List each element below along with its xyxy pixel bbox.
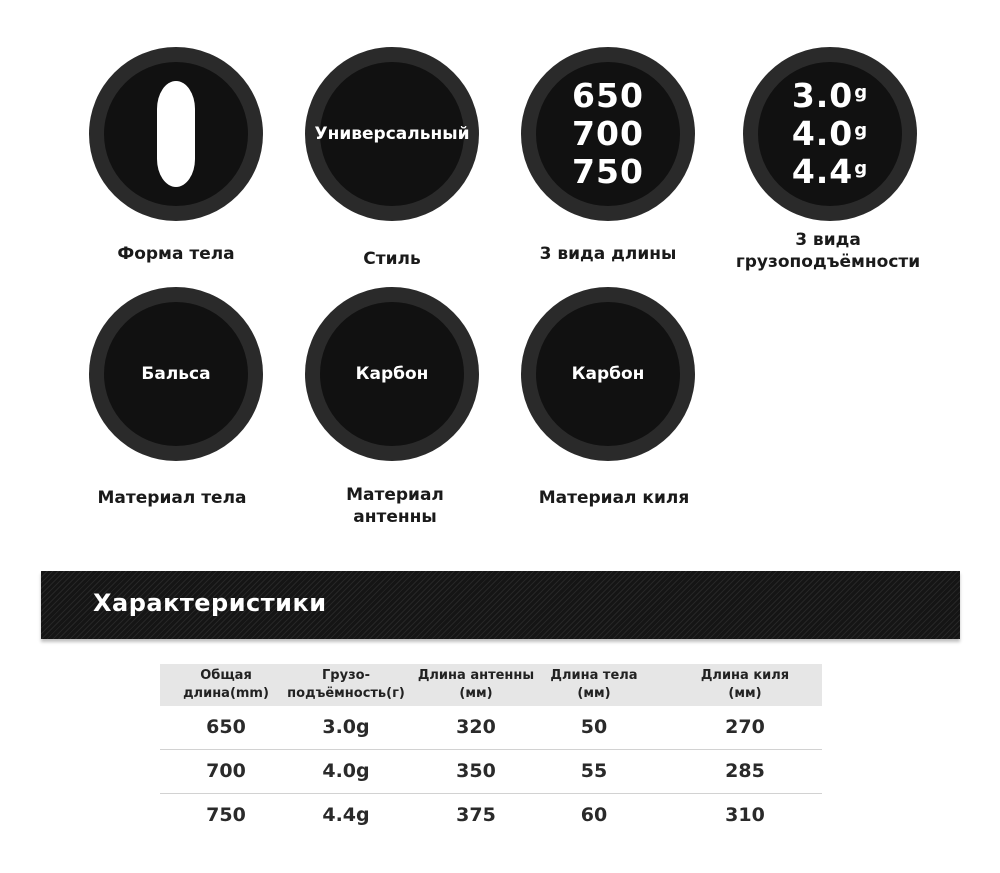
table-row [160, 750, 822, 794]
antenna-material-circle [305, 287, 479, 461]
feature-label-body-shape: Форма тела [117, 244, 235, 264]
column-header-antenna-length: Длина антенны (мм) [417, 668, 535, 701]
body-material-value: Бальса [141, 364, 211, 384]
capacity-option: 3.0$^g$ [791, 76, 869, 115]
specs-table [160, 664, 822, 837]
column-header-capacity: Грузо- подъёмность(г) [287, 668, 405, 701]
length-option: 700 [572, 114, 644, 153]
specs-section-banner [41, 571, 960, 639]
table-cell: 55 [580, 760, 608, 782]
table-cell: 700 [206, 760, 246, 782]
length-option: 650 [572, 76, 644, 115]
capacity-option: 4.0$^g$ [791, 114, 869, 153]
table-cell: 270 [725, 716, 765, 738]
table-cell: 310 [725, 804, 765, 826]
table-header [160, 664, 822, 706]
table-cell: 50 [580, 716, 608, 738]
keel-material-circle [521, 287, 695, 461]
table-row [160, 794, 822, 837]
column-header-total-length: Общая длина(mm) [183, 668, 269, 701]
table-cell: 320 [456, 716, 496, 738]
style-value: Универсальный [314, 124, 470, 144]
keel-material-value: Карбон [571, 364, 645, 384]
table-cell: 60 [580, 804, 608, 826]
table-cell: 750 [206, 804, 246, 826]
body-shape-circle [89, 47, 263, 221]
section-title: Характеристики [93, 589, 327, 617]
feature-label-style: Стиль [363, 249, 421, 269]
table-cell: 375 [456, 804, 496, 826]
feature-label-body-material: Материал тела [97, 488, 247, 508]
column-header-body-length: Длина тела (мм) [550, 668, 638, 701]
feature-label-capacity: 3 вида грузоподъёмности [735, 230, 921, 272]
body-material-circle [89, 287, 263, 461]
feature-label-keel-material: Материал киля [538, 488, 690, 508]
antenna-material-value: Карбон [355, 364, 429, 384]
table-row [160, 706, 822, 750]
table-cell: 285 [725, 760, 765, 782]
style-circle [305, 47, 479, 221]
length-option: 750 [572, 152, 644, 191]
length-options-circle [521, 47, 695, 221]
capacity-options-circle [743, 47, 917, 221]
table-cell: 4.0g [322, 760, 370, 782]
table-cell: 4.4g [322, 804, 370, 826]
feature-label-antenna-material: Материал антенны [346, 485, 444, 527]
table-cell: 3.0g [322, 716, 370, 738]
body-shape-icon [157, 81, 195, 187]
feature-label-lengths: 3 вида длины [539, 244, 677, 264]
column-header-keel-length: Длина киля (мм) [700, 668, 790, 701]
capacity-option: 4.4$^g$ [791, 152, 869, 191]
table-cell: 650 [206, 716, 246, 738]
table-cell: 350 [456, 760, 496, 782]
